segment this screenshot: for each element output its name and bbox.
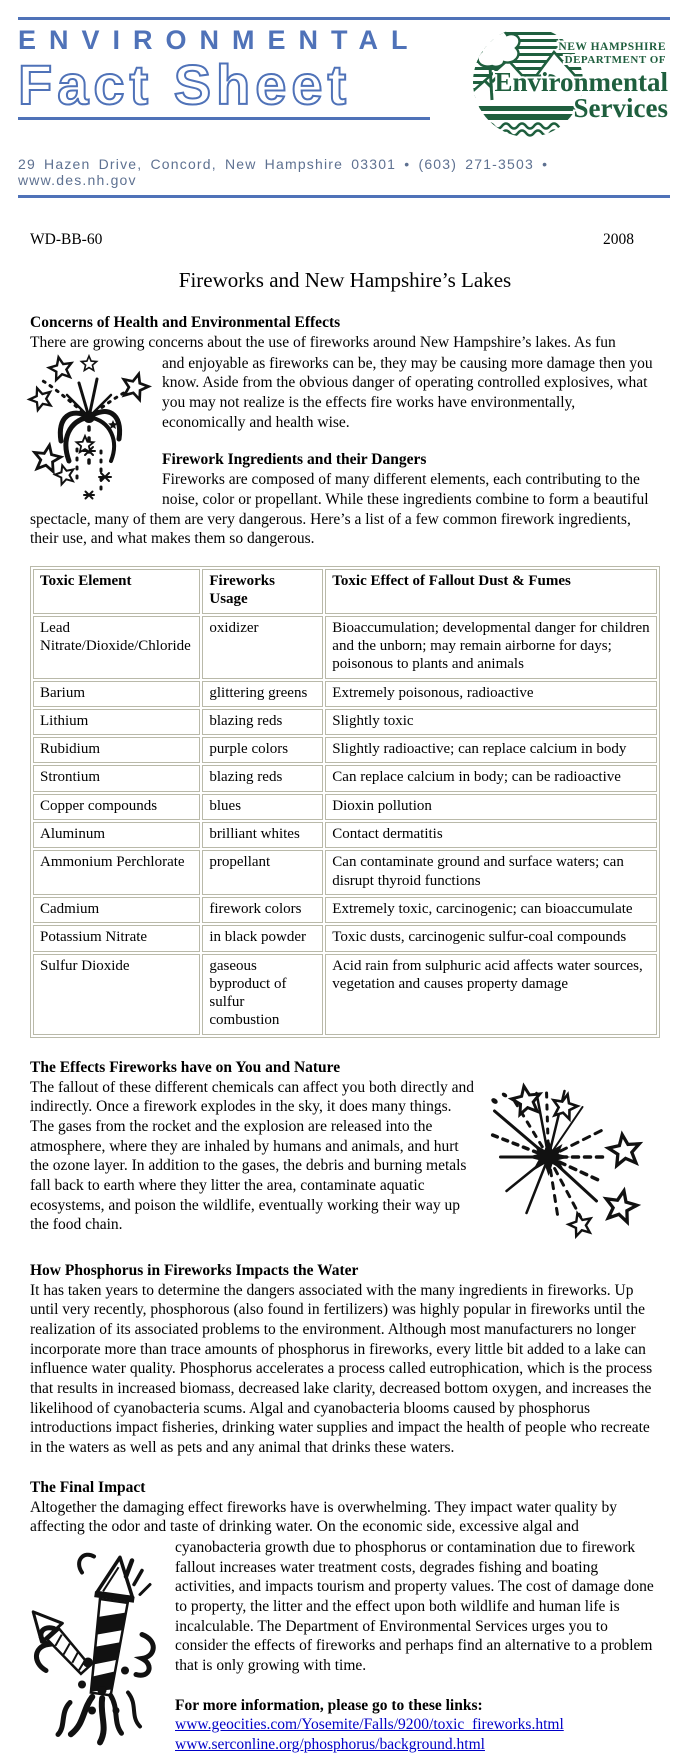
section-effects	[30, 1038, 660, 1235]
paragraph: Altogether the damaging effect fireworks have is overwhelming. They impact water quality by affecting the odor and taste of drinking water. On the economic side, excessive algal and	[30, 1498, 617, 1536]
table-cell: Sulfur Dioxide	[33, 954, 200, 1035]
toxic-elements-table	[30, 566, 660, 1038]
table-cell: Contact dermatitis	[325, 822, 657, 848]
nhdes-logo-art	[432, 22, 670, 142]
external-link[interactable]: www.serconline.org/phosphorus/background.html	[175, 1735, 485, 1753]
table-cell: Potassium Nitrate	[33, 925, 200, 951]
paragraph: Fireworks are composed of many different elements, each contributing to the noise, color or propellant. While these ingredients combine to form a beautiful spectacle, many of them are very dangerous. Here’s a list of a few common firework ingredients, their use, and what makes them so dangerous.	[30, 471, 649, 548]
table-cell: Lithium	[33, 709, 200, 735]
table-cell: gaseous byproduct of sulfur combustion	[202, 954, 323, 1035]
table-cell: blazing reds	[202, 709, 323, 735]
section-heading: How Phosphorus in Fireworks Impacts the Water	[30, 1261, 359, 1279]
table-row	[33, 925, 657, 951]
water-waves	[454, 124, 598, 129]
table-cell: Ammonium Perchlorate	[33, 850, 200, 895]
table-cell: blazing reds	[202, 765, 323, 791]
table-row	[33, 681, 657, 707]
paragraph: It has taken years to determine the dangers associated with the many ingredients in fireworks. Up until very recently, phosphorous (also found in fertilizers) was highly popular in fireworks until the realization of its associated problems to the environment. Although most manufacturers no longer incorporate more than trace amounts of phosphorus in fireworks, every little bit added to a lake can influence water quality. Phosphorus accelerates a process called eutrophication, which is the process that results in increased biomass, decreased lake clarity, decreased bottom oxygen, and increases the likelihood of cyanobacteria scums. Algal and cyanobacteria blooms caused by phosphorus introductions impact fisheries, drinking water supplies and impact the health of people who recreate in the waters as well as pets and any animal that drinks these waters.	[30, 1281, 653, 1457]
section-concerns	[30, 293, 660, 549]
table-cell: Rubidium	[33, 737, 200, 763]
table-row	[33, 822, 657, 848]
table-row	[33, 954, 657, 1035]
table-row	[33, 897, 657, 923]
logo-org-line3: Environmental	[494, 67, 668, 97]
tree-icon	[477, 30, 520, 67]
table-cell: oxidizer	[202, 616, 323, 679]
section-heading: Firework Ingredients and their Dangers	[162, 451, 427, 469]
table-row	[33, 850, 657, 895]
table-cell: Bioaccumulation; developmental danger for children and the unborn; may remain airborne for days; poisonous to plants and animals	[325, 616, 657, 679]
table-cell: Can replace calcium in body; can be radioactive	[325, 765, 657, 791]
fireworks-burst-icon	[484, 1079, 660, 1239]
table-cell: Slightly radioactive; can replace calcium in body	[325, 737, 657, 763]
address-line: 29 Hazen Drive, Concord, New Hampshire 03301 • (603) 271-3503 • www.des.nh.gov	[18, 156, 549, 188]
table-cell: glittering greens	[202, 681, 323, 707]
nhdes-logo	[432, 22, 670, 147]
table-cell: brilliant whites	[202, 822, 323, 848]
table-cell: Extremely poisonous, radioactive	[325, 681, 657, 707]
table-cell: Lead Nitrate/Dioxide/Chloride	[33, 616, 200, 679]
rocket-fireworks-icon	[30, 1541, 165, 1749]
table-row	[33, 765, 657, 791]
table-cell: propellant	[202, 850, 323, 895]
table-header-cell: Toxic Effect of Fallout Dust & Fumes	[325, 569, 657, 614]
divider	[18, 117, 430, 120]
fact-sheet-page	[0, 17, 688, 1753]
section-heading: The Effects Fireworks have on You and Nature	[30, 1058, 341, 1076]
masthead-subtitle	[18, 55, 432, 115]
table-cell: Can contaminate ground and surface waters; can disrupt thyroid functions	[325, 850, 657, 895]
table-cell: Copper compounds	[33, 794, 200, 820]
table-cell: Extremely toxic, carcinogenic; can bioaccumulate	[325, 897, 657, 923]
table-cell: Strontium	[33, 765, 200, 791]
table-cell: blues	[202, 794, 323, 820]
paragraph: and enjoyable as fireworks can be, they may be causing more damage then you know. Aside from the obvious danger of operating controlled explosives, what you may not realize is the effects fire works have environmentally, economically and health wise.	[162, 354, 653, 431]
table-cell: purple colors	[202, 737, 323, 763]
table-cell: Toxic dusts, carcinogenic sulfur-coal compounds	[325, 925, 657, 951]
doc-year: 2008	[603, 231, 634, 248]
logo-org-line1: NEW HAMPSHIRE	[558, 41, 666, 53]
masthead-title: ENVIRONMENTAL	[18, 25, 421, 55]
links-heading: For more information, please go to these links:	[175, 1696, 483, 1714]
external-link[interactable]: www.geocities.com/Yosemite/Falls/9200/toxic_fireworks.html	[175, 1715, 564, 1733]
section-heading: The Final Impact	[30, 1478, 146, 1496]
table-cell: Slightly toxic	[325, 709, 657, 735]
section-final	[30, 1458, 660, 1755]
paragraph: There are growing concerns about the use of fireworks around New Hampshire’s lakes. As fun	[30, 334, 616, 351]
fact-sheet-outline-text: Fact Sheet	[18, 53, 352, 117]
fireworks-fountain-icon	[30, 355, 154, 505]
table-header-row	[33, 569, 657, 614]
paragraph: The fallout of these different chemicals can affect you both directly and indirectly. Once a firework explodes in the sky, it does many things. The gases from the rocket and the explosion are released into the atmosphere, where they are inhaled by humans and animals, and hurt the ozone layer. In addition to the gases, the debris and burning metals fall back to earth where they litter the area, contaminate aquatic ecosystems, and poison the wildlife, eventually working their way up the food chain.	[30, 1078, 475, 1234]
table-cell: firework colors	[202, 897, 323, 923]
paragraph: cyanobacteria growth due to phosphorus or contamination due to firework fallout increases water treatment costs, degrades fishing and boating activities, and impacts tourism and property values. The cost of damage done to property, the litter and the effect upon both wildlife and human life is incalculable. The Department of Environmental Services urges you to consider the effects of fireworks and perhaps find an alternative to a problem that is only growing with time.	[175, 1539, 654, 1675]
divider	[18, 195, 670, 198]
doc-number: WD-BB-60	[30, 231, 103, 248]
masthead	[0, 17, 688, 198]
table-row	[33, 794, 657, 820]
table-cell: Aluminum	[33, 822, 200, 848]
table-cell: Barium	[33, 681, 200, 707]
logo-org-line2: DEPARTMENT OF	[564, 54, 666, 66]
table-cell: Dioxin pollution	[325, 794, 657, 820]
table-row	[33, 709, 657, 735]
section-heading: Concerns of Health and Environmental Effects	[30, 314, 341, 331]
table-header-cell: Toxic Element	[33, 569, 200, 614]
table-cell: Cadmium	[33, 897, 200, 923]
table-cell: Acid rain from sulphuric acid affects water sources, vegetation and causes property damage	[325, 954, 657, 1035]
table-header-cell: Fireworks Usage	[202, 569, 323, 614]
table-row	[33, 737, 657, 763]
logo-org-line4: Services	[573, 93, 668, 123]
doc-meta	[30, 231, 660, 249]
page-title: Fireworks and New Hampshire’s Lakes	[178, 268, 512, 292]
document-body	[0, 231, 688, 1755]
table-cell: in black powder	[202, 925, 323, 951]
section-phosphorus	[30, 1241, 660, 1458]
table-row	[33, 616, 657, 679]
